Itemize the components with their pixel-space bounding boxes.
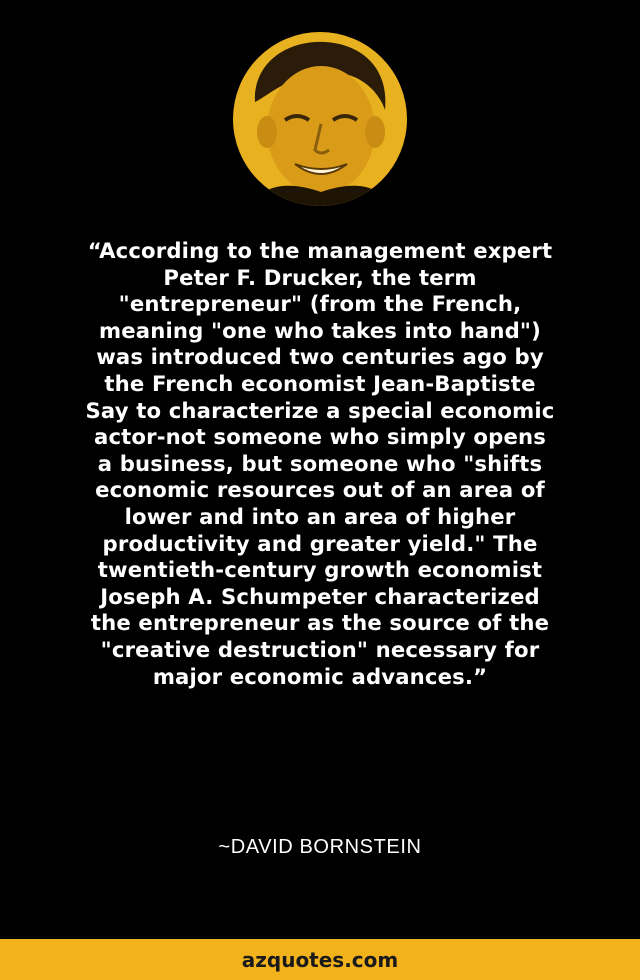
quote-line: lower and into an area of higher	[124, 503, 516, 529]
quote-line: a business, but someone who "shifts	[97, 450, 543, 476]
quote-author: ~DAVID BORNSTEIN	[218, 836, 422, 858]
quote-line: meaning "one who takes into hand")	[99, 317, 541, 343]
author-portrait-icon	[233, 32, 407, 206]
quote-line: “According to the management expert	[87, 238, 553, 263]
quote-line: the entrepreneur as the source of the	[90, 610, 550, 636]
quote-line: twentieth-century growth economist	[97, 557, 543, 583]
quote-line: productivity and greater yield." The	[102, 530, 538, 556]
quote-line: major economic advances.”	[152, 663, 488, 689]
quote-line: "creative destruction" necessary for	[100, 636, 540, 662]
quote-line: Joseph A. Schumpeter characterized	[100, 583, 540, 609]
quote-line: Peter F. Drucker, the term	[163, 264, 477, 290]
author-portrait	[233, 32, 407, 206]
site-link[interactable]: azquotes.com	[241, 947, 399, 972]
quote-line: "entrepreneur" (from the French,	[118, 291, 522, 317]
quote-line: the French economist Jean-Baptiste	[104, 370, 536, 396]
quote-line: was introduced two centuries ago by	[96, 344, 544, 370]
quote-line: economic resources out of an area of	[95, 477, 545, 503]
quote-line: actor-not someone who simply opens	[94, 424, 546, 450]
quote-text	[22, 238, 618, 690]
quote-line: Say to characterize a special economic	[85, 397, 555, 423]
site-footer	[0, 939, 640, 980]
